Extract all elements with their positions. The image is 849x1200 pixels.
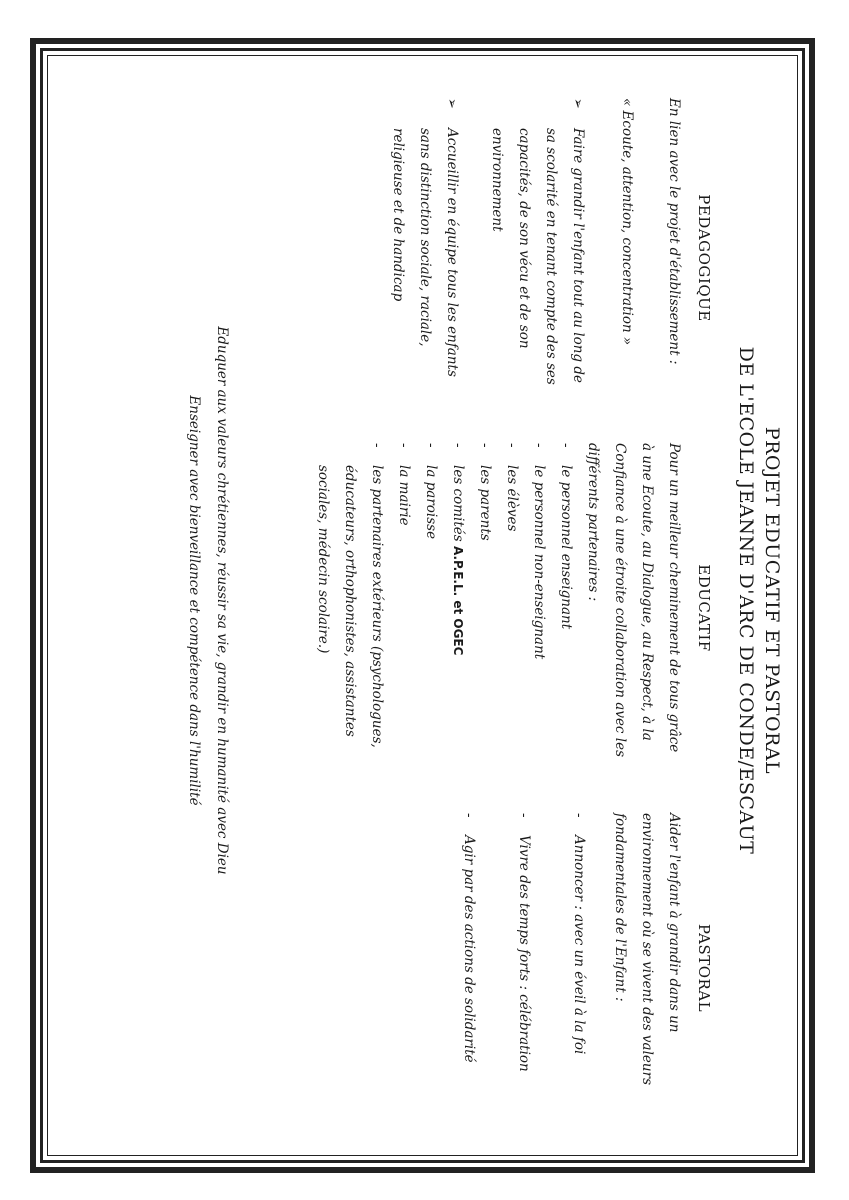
pedagogique-section (384, 98, 687, 398)
educatif-item: - les parents (471, 443, 498, 763)
pastoral-item: - Vivre des temps forts : célébration (510, 813, 537, 1113)
pastoral-section (455, 813, 687, 1113)
educatif-item: - les élèves (498, 443, 525, 763)
arrow-bullet-icon: ➢ (570, 98, 585, 109)
document-content (50, 58, 795, 1143)
educatif-item: - la mairie (390, 443, 417, 763)
footer-motto-1: Eduquer aux valeurs chrétiennes, réussir sa vie, grandir en humanité avec Dieu (214, 326, 230, 875)
educatif-item: - la paroisse (417, 443, 444, 763)
pastoral-item: - Agir par des actions de solidarité (455, 813, 482, 1113)
pedagogique-quote: « Ecoute, attention, concentration » (619, 98, 635, 346)
pedagogique-item: ➢ Faire grandir l'enfant tout au long de sa scolarité en tenant compte des ses capacités, de son vécu et de son environnement (483, 98, 591, 398)
document-title-line2: DE L'ECOLE JEANNE D'ARC DE CONDE/ESCAUT (735, 346, 757, 855)
educatif-item-comites: - les comités A.P.E.L. et OGEC (444, 443, 471, 763)
educatif-item: - le personnel non-enseignant (525, 443, 552, 763)
footer-motto-2: Enseigner avec bienveillance et compétence dans l'humilité (186, 395, 202, 806)
document-title-line1: PROJET EDUCATIF ET PASTORAL (761, 426, 783, 775)
educatif-intro: Pour un meilleur cheminement de tous grâce à une Ecoute, au Dialogue, au Respect, à la Confiance à une étroite collaboration avec les différents partenaires : (585, 443, 682, 758)
pastoral-intro: Aider l'enfant à grandir dans un environnement où se vivent des valeurs fondamentales de l'Enfant : (612, 813, 682, 1085)
educatif-item: - les partenaires extérieurs (psychologues, éducateurs, orthophonistes, assistantes sociales, médecin scolaire.) (309, 443, 390, 763)
pastoral-item: - Annoncer : avec un éveil à la foi (565, 813, 592, 1113)
educatif-item: - le personnel enseignant (552, 443, 579, 763)
pedagogique-intro: En lien avec le projet d'établissement : (666, 98, 682, 365)
educatif-heading: EDUCATIF (695, 564, 713, 652)
pedagogique-heading: PEDAGOGIQUE (695, 194, 713, 322)
arrow-bullet-icon: ➢ (444, 98, 459, 109)
educatif-section (309, 443, 687, 763)
pedagogique-item: ➢ Accueillir en équipe tous les enfants sans distinction sociale, raciale, religieuse et de handicap (384, 98, 465, 398)
pastoral-heading: PASTORAL (695, 923, 713, 1013)
